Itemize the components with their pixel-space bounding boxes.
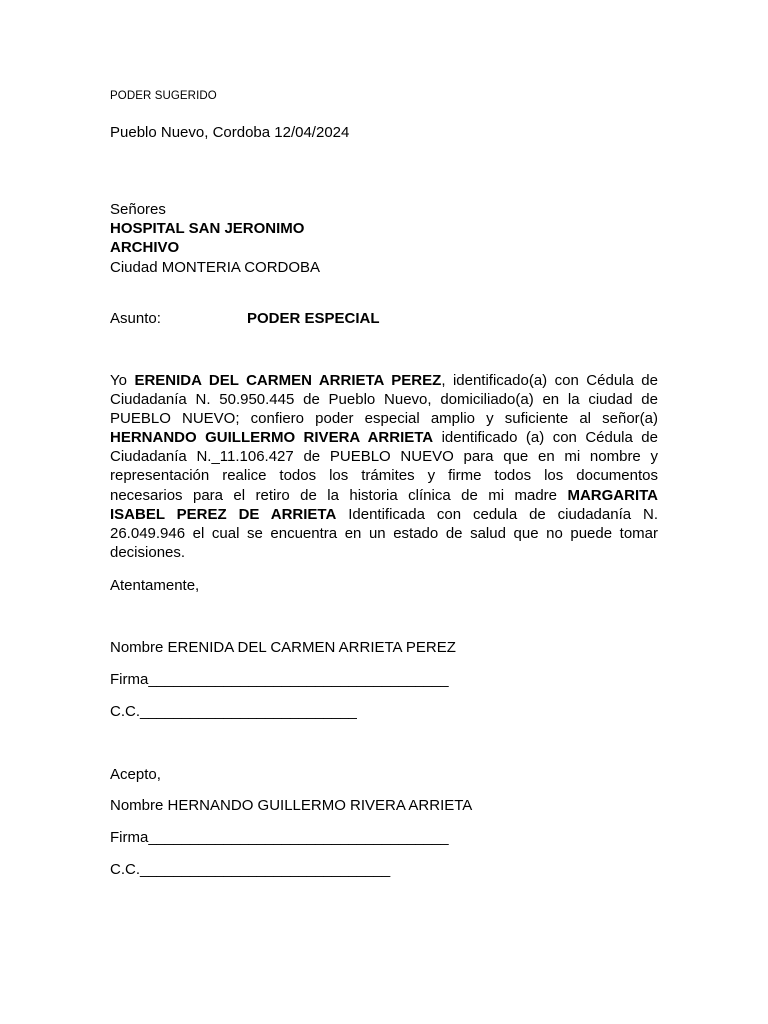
recipient-greeting: Señores	[110, 201, 166, 218]
mother-name-rest: ISABEL PEREZ DE ARRIETA	[110, 505, 337, 523]
attorney-signature-line: Firma____________________________________	[110, 829, 449, 846]
grantor-id-line: C.C.__________________________	[110, 703, 357, 720]
body-paragraph	[110, 371, 658, 562]
recipient-institution: HOSPITAL SAN JERONIMO	[110, 220, 305, 237]
body-line-8: ISABEL PEREZ DE ARRIETA Identificada con cedula de ciudadanía N.	[110, 505, 658, 523]
closing-salutation: Atentamente,	[110, 577, 200, 594]
acceptance-label: Acepto,	[110, 766, 161, 783]
body-line-9: 26.049.946 el cual se encuentra en un estado de salud que no puede tomar	[110, 524, 658, 542]
body-line-4: HERNANDO GUILLERMO RIVERA ARRIETA identificado (a) con Cédula de	[110, 429, 658, 447]
attorney-id-line: C.C.______________________________	[110, 861, 391, 878]
body-line-5: Ciudadanía N._11.106.427 de PUEBLO NUEVO para que en mi nombre y	[110, 448, 658, 466]
grantor-name-line: Nombre ERENIDA DEL CARMEN ARRIETA PEREZ	[110, 639, 456, 656]
body-line-3: PUEBLO NUEVO; confiero poder especial amplio y suficiente al señor(a)	[110, 410, 658, 428]
body-line-2: Ciudadanía N. 50.950.445 de Pueblo Nuevo, domiciliado(a) en la ciudad de	[110, 391, 658, 409]
subject-value: PODER ESPECIAL	[247, 310, 380, 327]
recipient-department: ARCHIVO	[110, 239, 180, 256]
body-line-10: decisiones.	[110, 543, 186, 561]
body-line-7: necesarios para el retiro de la historia clínica de mi madre MARGARITA	[110, 486, 658, 504]
attorney-name-line: Nombre HERNANDO GUILLERMO RIVERA ARRIETA	[110, 797, 473, 814]
grantor-name: ERENIDA DEL CARMEN ARRIETA PEREZ	[134, 372, 442, 389]
document-header-label: PODER SUGERIDO	[110, 90, 217, 102]
grantor-signature-line: Firma____________________________________	[110, 671, 449, 688]
body-line-6: representación realice todos los trámites y firme todos los documentos	[110, 467, 658, 485]
attorney-name: HERNANDO GUILLERMO RIVERA ARRIETA	[110, 429, 434, 447]
mother-name-first: MARGARITA	[567, 486, 658, 504]
subject-label: Asunto:	[110, 310, 161, 327]
body-line-1: Yo ERENIDA DEL CARMEN ARRIETA PEREZ, identificado(a) con Cédula de	[110, 372, 658, 389]
place-and-date: Pueblo Nuevo, Cordoba 12/04/2024	[110, 124, 350, 141]
recipient-city: Ciudad MONTERIA CORDOBA	[110, 259, 321, 276]
